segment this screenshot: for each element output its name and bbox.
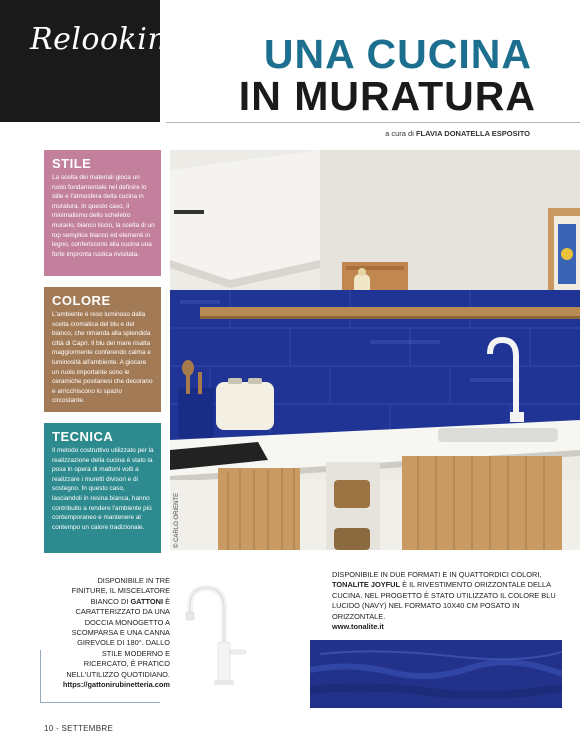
page-title-line2: IN MURATURA bbox=[238, 73, 536, 119]
box-tecnica-text: Il metodo costruttivo utilizzato per la realizzazione della cucina è stato la posa in opera di mattoni volti a realizzare i muretti divisori e di sostegno. In questo caso, lasciandoli in resina bianca, hanno contribuito a rendere l'ambiente più contemporaneo e mantenere al contempo un calore tradizionale. bbox=[52, 447, 154, 531]
footer-rule-vertical bbox=[40, 650, 41, 703]
header-block bbox=[0, 0, 160, 122]
tile-sample-image bbox=[310, 640, 562, 708]
tile-link[interactable]: www.tonalite.it bbox=[332, 622, 384, 632]
faucet-image bbox=[178, 580, 250, 690]
box-stile-title: STILE bbox=[52, 156, 92, 171]
tile-description bbox=[332, 570, 562, 632]
kitchen-photo bbox=[170, 150, 580, 550]
box-colore-title: COLORE bbox=[52, 293, 111, 308]
byline-author: FLAVIA DONATELLA ESPOSITO bbox=[415, 129, 530, 138]
faucet-brand: GATTONI bbox=[130, 596, 164, 606]
section-label: Relooking bbox=[30, 22, 187, 57]
box-stile-text: La scelta dei materiali gioca un ruolo fondamentale nel definire lo stile e l'atmosfera della cucina in muratura. In questo caso, il minimalismo dello scheletro murario, bianco liscio, la scelta di un top semplice bianco ed elementi in legno, conferiscono alla cucina una forte impronta rustica rivisitata. bbox=[52, 174, 155, 258]
box-tecnica-title: TECNICA bbox=[52, 429, 114, 444]
footer-rule bbox=[40, 702, 160, 703]
byline-prefix: a cura di bbox=[385, 129, 416, 138]
box-colore bbox=[44, 287, 161, 412]
tile-text-b: È IL RIVESTIMENTO ORIZZONTALE DELLA CUCINA. NEL PROGETTO È STATO UTILIZZATO IL COLORE BLU LUCIDO (NAVY) NEL FORMATO 10X40 CM POSATO IN ORIZZONTALE. bbox=[332, 580, 556, 621]
tile-text-a: DISPONIBILE IN DUE FORMATI E IN QUATTORDICI COLORI, bbox=[332, 570, 542, 579]
page-number: 10 - SETTEMBRE bbox=[44, 724, 114, 733]
photo-credit: © CARLO ORIENTE bbox=[174, 492, 180, 548]
faucet-text-a: DISPONIBILE IN TRE FINITURE, IL MISCELATORE BIANCO DI bbox=[71, 576, 170, 606]
byline bbox=[385, 129, 530, 138]
box-colore-text: L'ambiente è reso luminoso dalla scelta cromatica del blu e del bianco, che rimanda alla splendida città di Capri. Il blu del mare risalta maggiormente conferendo calma e luminosità all'ambiente. A giocare un ruolo importante sono le ceramiche positanesi che decorano e arricchiscono lo spazio circostante. bbox=[52, 311, 153, 405]
faucet-description bbox=[60, 576, 170, 690]
box-tecnica bbox=[44, 423, 161, 553]
box-stile bbox=[44, 150, 161, 276]
faucet-text-b: È CARATTERIZZATO DA UNA DOCCIA MONOGETTO A SCOMPARSA E UNA CANNA GIREVOLE DI 180°. DALLO STILE MODERNO E RICERCATO, È PRATICO NELL'UTILIZZO QUOTIDIANO. bbox=[66, 596, 170, 679]
page-title-line1: UNA CUCINA bbox=[263, 31, 532, 77]
header-rule bbox=[166, 122, 580, 123]
faucet-link[interactable]: https://gattonirubinetteria.com bbox=[62, 680, 170, 690]
tile-brand: TONALITE JOYFUL bbox=[332, 580, 401, 590]
